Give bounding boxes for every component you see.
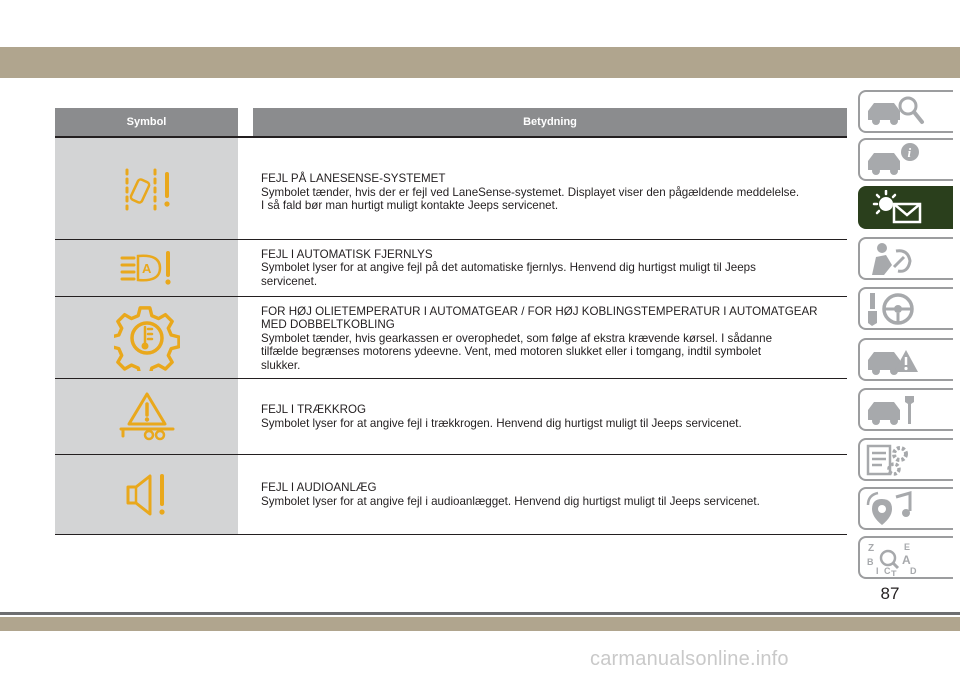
- car-info-icon: [864, 142, 944, 178]
- chapter-tab[interactable]: [858, 338, 953, 381]
- chapter-tab[interactable]: [858, 90, 953, 133]
- trailer-hitch-fault-icon: [119, 392, 175, 442]
- svg-text:T: T: [891, 569, 897, 576]
- row-title: FEJL I TRÆKKROG: [261, 403, 367, 417]
- row-description: Symbolet lyser for at angive fejl i trækkrogen. Henvend dig hurtigst muligt til Jeeps servicenet.: [261, 416, 742, 430]
- table-row: [55, 455, 847, 535]
- header-band: [0, 47, 960, 78]
- row-description: Symbolet lyser for at angive fejl på det automatiske fjernlys. Henvend dig hurtigst muligt til Jeeps: [261, 261, 756, 275]
- row-description: Symbolet tænder, hvis gearkassen er overophedet, som følge af ekstra krævende kørsel. I sådanne: [261, 331, 773, 345]
- footer-rule: [0, 612, 960, 615]
- table-row: [55, 379, 847, 455]
- footer-band: [0, 617, 960, 631]
- warning-lights-messages-icon: [864, 190, 944, 226]
- table-row: [55, 138, 847, 240]
- technical-data-icon: [864, 442, 944, 478]
- chapter-tab[interactable]: [858, 287, 953, 330]
- row-title-continued: MED DOBBELTKOBLING: [261, 318, 395, 332]
- svg-text:D: D: [910, 566, 917, 576]
- svg-text:B: B: [867, 557, 874, 567]
- steering-wheel-key-icon: [864, 291, 944, 327]
- svg-text:E: E: [904, 542, 911, 552]
- table-header: [55, 108, 847, 136]
- multimedia-icon: [864, 491, 944, 527]
- chapter-tab[interactable]: [858, 536, 953, 579]
- row-title: FOR HØJ OLIETEMPERATUR I AUTOMATGEAR / FOR HØJ KOBLINGSTEMPERATUR I AUTOMATGEAR: [261, 304, 818, 318]
- auto-high-beam-fault-icon: [120, 248, 174, 288]
- index-alphabet-icon: [864, 540, 944, 576]
- svg-text:I: I: [876, 566, 879, 576]
- row-title: FEJL I AUTOMATISK FJERNLYS: [261, 247, 433, 261]
- chapter-tab[interactable]: [858, 138, 953, 181]
- svg-text:A: A: [141, 261, 151, 276]
- watermark: carmanualsonline.info: [590, 648, 789, 670]
- svg-text:i: i: [907, 145, 912, 160]
- row-description: Symbolet tænder, hvis der er fejl ved LaneSense-systemet. Displayet viser den pågældende meddelelse.: [261, 185, 800, 199]
- svg-text:A: A: [902, 553, 911, 567]
- transmission-temperature-icon: [114, 305, 180, 371]
- car-maintenance-icon: [864, 392, 944, 428]
- warning-symbol-table: [55, 108, 847, 535]
- row-description: tilfælde begrænses motorens ydeevne. Vent, med motoren slukket eller i tomgang, indtil symbolet: [261, 345, 762, 359]
- safety-airbag-icon: [864, 241, 944, 277]
- row-title: FEJL I AUDIOANLÆG: [261, 481, 377, 495]
- table-row: [55, 240, 847, 297]
- chapter-tab[interactable]: [858, 237, 953, 280]
- chapter-tab[interactable]: [858, 388, 953, 431]
- column-header-symbol: Symbol: [55, 108, 238, 136]
- row-title: FEJL PÅ LANESENSE-SYSTEMET: [261, 172, 446, 186]
- car-search-icon: [864, 94, 944, 130]
- table-row: [55, 297, 847, 379]
- row-description: I så fald bør man hurtigt muligt kontakte Jeeps servicenet.: [261, 199, 559, 213]
- row-description: servicenet.: [261, 274, 318, 288]
- row-description: Symbolet lyser for at angive fejl i audioanlægget. Henvend dig hurtigst muligt til Jeeps servicenet.: [261, 494, 760, 508]
- chapter-tab[interactable]: [858, 438, 953, 481]
- svg-text:Z: Z: [868, 543, 875, 554]
- chapter-tab-active[interactable]: [858, 186, 953, 229]
- page-number: 87: [880, 584, 900, 603]
- row-description: slukker.: [261, 358, 301, 372]
- svg-text:C: C: [884, 566, 891, 576]
- lanesense-fault-icon: [121, 166, 173, 212]
- column-header-meaning: Betydning: [253, 108, 847, 136]
- audio-fault-icon: [124, 472, 170, 518]
- car-emergency-icon: [864, 342, 944, 378]
- chapter-tab[interactable]: [858, 487, 953, 530]
